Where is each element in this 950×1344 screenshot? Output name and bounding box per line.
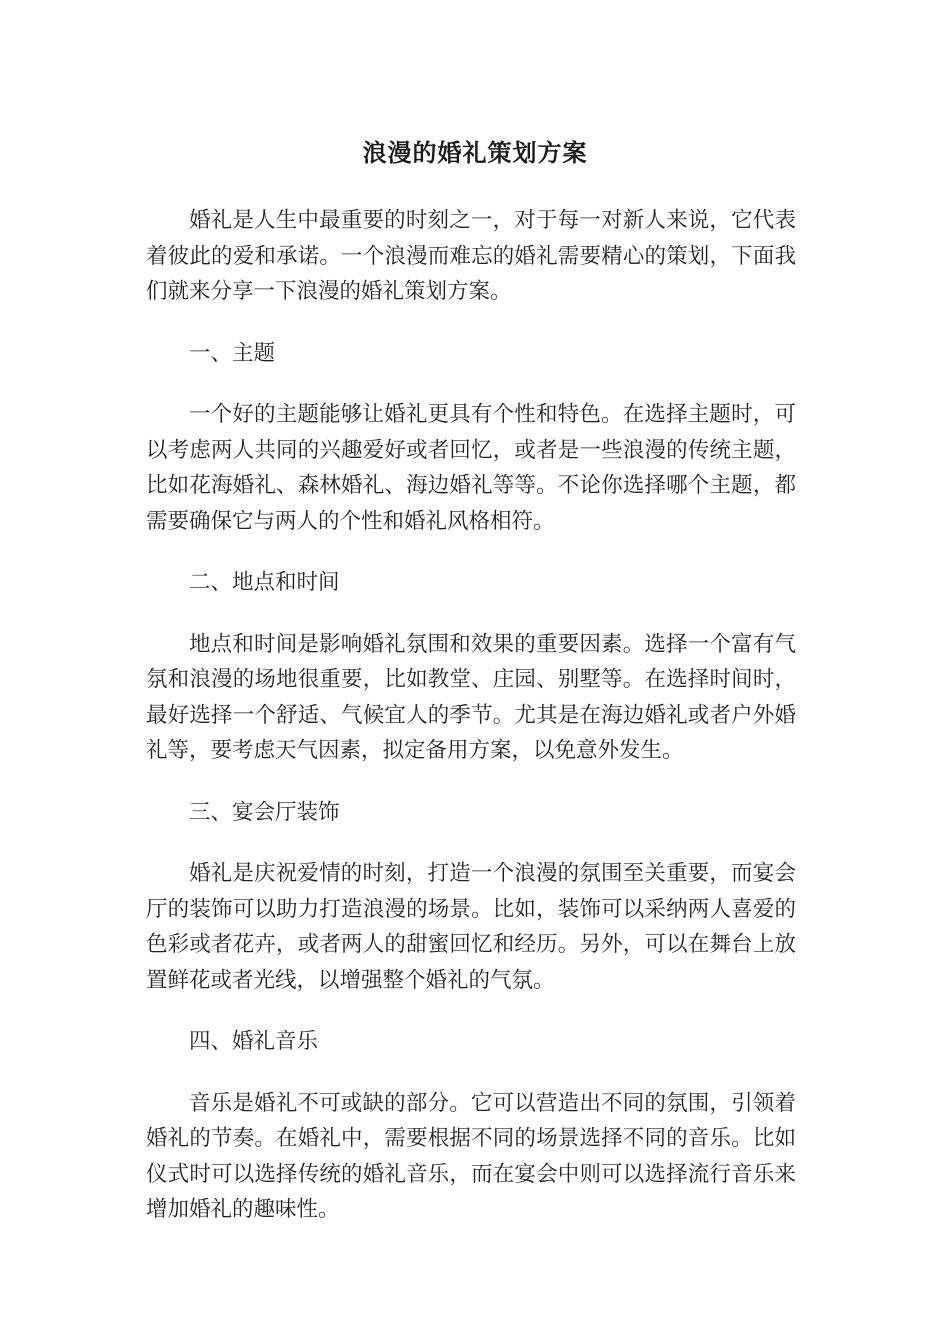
section-paragraph-theme: 一个好的主题能够让婚礼更具有个性和特色。在选择主题时，可以考虑两人共同的兴趣爱好或者回忆，或者是一些浪漫的传统主题，比如花海婚礼、森林婚礼、海边婚礼等等。不论你选择哪个主题，都需要确保它与两人的个性和婚礼风格相符。 bbox=[146, 402, 796, 534]
section-paragraph-venue-time: 地点和时间是影响婚礼氛围和效果的重要因素。选择一个富有气氛和浪漫的场地很重要，比如教堂、庄园、别墅等。在选择时间时，最好选择一个舒适、气候宜人的季节。尤其是在海边婚礼或者户外婚礼等，要考虑天气因素，拟定备用方案，以免意外发生。 bbox=[146, 631, 796, 763]
section-heading-music: 四、婚礼音乐 bbox=[189, 1029, 319, 1054]
section-heading-decoration: 三、宴会厅装饰 bbox=[189, 799, 340, 825]
section-heading-venue-time: 二、地点和时间 bbox=[189, 570, 340, 595]
document-title: 浪漫的婚礼策划方案 bbox=[362, 139, 588, 167]
section-paragraph-music: 音乐是婚礼不可或缺的部分。它可以营造出不同的氛围，引领着婚礼的节奏。在婚礼中，需要根据不同的场景选择不同的音乐。比如仪式时可以选择传统的婚礼音乐，而在宴会中则可以选择流行音乐来增加婚礼的趣味性。 bbox=[146, 1090, 796, 1222]
section-heading-theme: 一、主题 bbox=[189, 340, 276, 366]
section-paragraph-decoration: 婚礼是庆祝爱情的时刻，打造一个浪漫的氛围至关重要，而宴会厅的装饰可以助力打造浪漫的场景。比如，装饰可以采纳两人喜爱的色彩或者花卉，或者两人的甜蜜回忆和经历。另外，可以在舞台上放置鲜花或者光线，以增强整个婚礼的气氛。 bbox=[146, 861, 796, 993]
document-body bbox=[146, 203, 796, 1254]
intro-paragraph: 婚礼是人生中最重要的时刻之一，对于每一对新人来说，它代表着彼此的爱和承诺。一个浪漫而难忘的婚礼需要精心的策划，下面我们就来分享一下浪漫的婚礼策划方案。 bbox=[146, 208, 796, 304]
